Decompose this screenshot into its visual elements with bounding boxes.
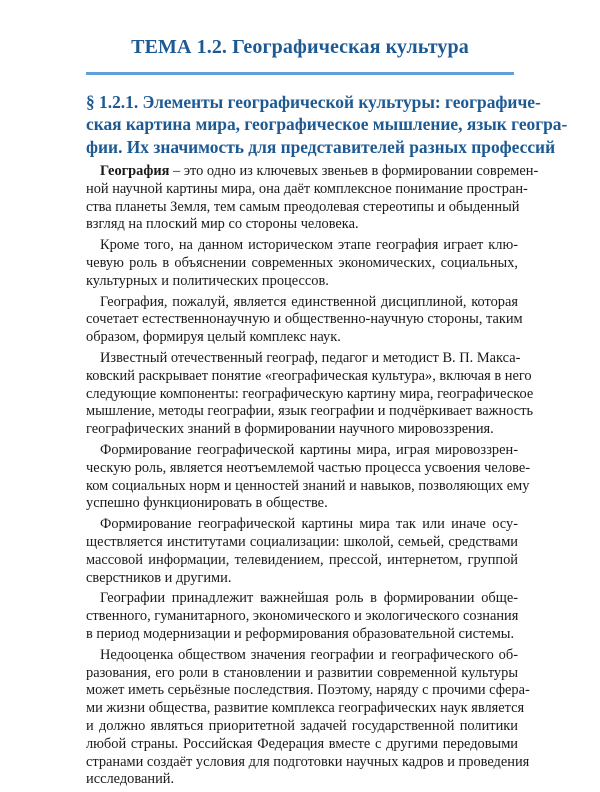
topic-title: ТЕМА 1.2. Географическая культура [131, 36, 469, 58]
paragraph [86, 293, 523, 347]
paragraph [86, 237, 518, 290]
section-title-line: § 1.2.1. Элементы географической культуры: географиче- [86, 92, 541, 112]
paragraph-line: следующие компоненты: географическую картину мира, географическое [86, 385, 534, 402]
paragraph [86, 646, 530, 789]
paragraph-line-rest: – это одно из ключевых звеньев в формировании современ- [169, 163, 539, 179]
section-title-line: ская картина мира, географическое мышление, язык геогра- [86, 114, 568, 135]
paragraph-line: География, пожалуй, является единственной дисциплиной, которая [100, 293, 518, 310]
paragraph-line: ми жизни общества, развитие комплекса географических наук является [86, 700, 525, 717]
paragraph-line: ковский раскрывает понятие «географическая культура», включая в него [86, 367, 532, 384]
paragraph-line: странами создаёт условия для подготовки научных кадров и проведения [86, 753, 530, 770]
paragraph-line: успешно функционировать в обществе. [86, 495, 328, 512]
paragraph-line: культурных и политических процессов. [86, 272, 329, 289]
term-highlight: География [100, 163, 170, 179]
paragraph-line: Формирование географической картины мира, играя мировоззрен- [100, 441, 518, 458]
paragraph-line: и должно являться приоритетной задачей государственной политики [86, 717, 518, 734]
paragraph-line: образом, формируя целый комплекс наук. [86, 329, 341, 346]
paragraph-line: географических знаний в формировании научного мировоззрения. [86, 421, 494, 438]
paragraph-line: Формирование географической картины мира так или иначе осу- [100, 516, 518, 533]
paragraph-line: любой страны. Российская Федерация вместе с другими передовыми [86, 735, 518, 752]
paragraph-line: Географии принадлежит важнейшая роль в формировании обще- [100, 590, 518, 607]
title-divider [86, 72, 514, 75]
paragraph-line: чевую роль в объяснении современных экономических, социальных, [86, 254, 518, 271]
paragraph-line [86, 163, 539, 181]
paragraph-line: ществляется институтами социализации: школой, семьей, средствами [86, 533, 518, 550]
paragraph [86, 441, 531, 513]
paragraph [86, 590, 518, 643]
paragraph-line: ком социальных норм и ценностей знаний и навыков, позволяющих ему [86, 477, 530, 494]
paragraph-line: ственного, гуманитарного, экономического и экологического сознания [86, 608, 519, 625]
body-text [86, 163, 539, 792]
section-title [86, 91, 568, 158]
paragraph-line: взгляд на плоский мир со стороны человека. [86, 216, 359, 233]
paragraph-line: ческую роль, является неотъемлемой частью процесса усвоения челове- [86, 459, 531, 476]
paragraph-line: разования, его роли в становлении и развитии современной культуры [86, 664, 518, 681]
paragraph [86, 349, 534, 439]
paragraph-line: сочетает естественнонаучную и общественно-научную стороны, таким [86, 311, 523, 328]
section-title-line: фии. Их значимость для представителей разных профессий [86, 136, 556, 157]
paragraph-line: в период модернизации и реформирования образовательной системы. [86, 625, 515, 642]
paragraph-line: может иметь серьёзные последствия. Поэтому, наряду с прочими сфера- [86, 682, 530, 699]
paragraph-line: ства планеты Земля, тем самым преодолевая стереотипы и обыденный [86, 198, 520, 215]
paragraph-line: мышление, методы географии, язык географии и подчёркивает важность [86, 403, 534, 420]
paragraph-line: сверстников и другими. [86, 569, 232, 586]
paragraph [86, 516, 518, 587]
paragraph-line: Недооценка обществом значения географии и географического об- [100, 646, 518, 663]
paragraph-line: Кроме того, на данном историческом этапе география играет клю- [100, 237, 518, 254]
paragraph-line: ной научной картины мира, она даёт комплексное понимание простран- [86, 180, 528, 197]
paragraph-line: массовой информации, телевидением, прессой, интернетом, группой [86, 551, 518, 568]
paragraph-line: исследований. [86, 771, 175, 788]
paragraph-line: Известный отечественный географ, педагог и методист В. П. Макса- [100, 349, 521, 366]
paragraph [86, 163, 539, 234]
